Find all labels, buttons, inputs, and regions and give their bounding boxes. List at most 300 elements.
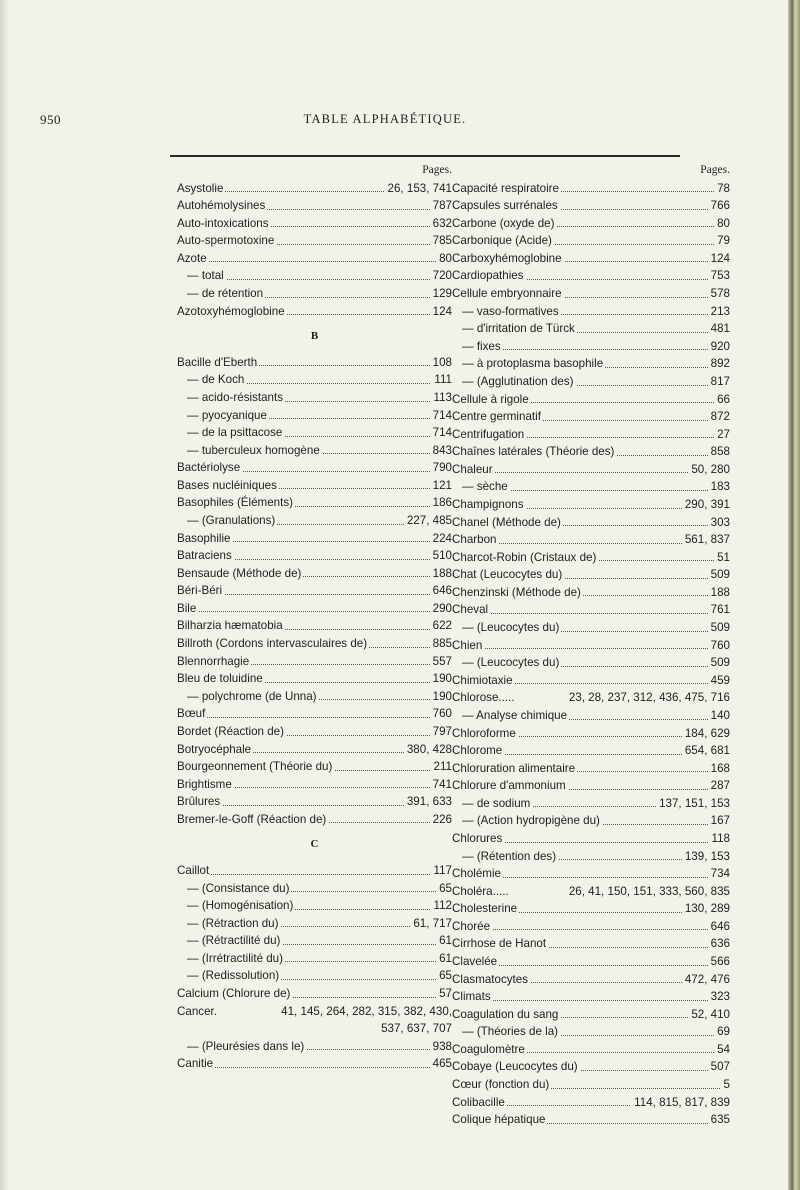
page-reference: 472, 476 [682, 971, 730, 989]
section-letter-b: B [310, 330, 319, 343]
index-term [177, 1022, 179, 1035]
page-reference: 509 [708, 654, 730, 672]
index-term: Botryocéphale [177, 742, 252, 756]
index-term: Bactériolyse [177, 461, 241, 475]
dot-leader [177, 717, 452, 718]
index-entry [177, 1038, 452, 1056]
page-reference: 636 [708, 935, 730, 953]
index-entry [177, 371, 452, 389]
index-term: — fixes [452, 340, 503, 353]
index-term: Chat (Leucocytes du) [452, 568, 563, 582]
page-reference: 557 [430, 653, 452, 671]
page-reference: 226 [430, 811, 452, 829]
page-reference: 481 [708, 320, 730, 338]
index-entry [177, 424, 452, 442]
page-reference: 766 [708, 197, 730, 215]
index-entry [177, 303, 452, 321]
page-reference: 741 [430, 776, 452, 794]
index-entry [452, 338, 730, 356]
header-rule [170, 155, 680, 157]
page-reference: 391, 633 [404, 793, 452, 811]
index-entry [452, 1076, 730, 1094]
page-reference: 52, 410 [688, 1006, 730, 1024]
page-reference: 23, 28, 237, 312, 436, 475, 716 [566, 689, 730, 707]
index-term: Champignons [452, 497, 524, 511]
page-reference: 635 [708, 1111, 730, 1129]
page-reference: 224 [430, 530, 452, 548]
page-reference: 65 [436, 880, 452, 898]
index-entry [177, 600, 452, 618]
index-term: Bleu de toluidine [177, 672, 263, 686]
page-reference: 118 [709, 830, 730, 848]
index-term: Coagulation du sang [452, 1007, 559, 1021]
page-reference: 537, 637, 707 [378, 1020, 452, 1038]
index-entry [452, 303, 730, 321]
index-term: Bremer-le-Goff (Réaction de) [177, 812, 327, 826]
index-term: Charbon [452, 533, 497, 547]
index-term: — vaso-formatives [452, 305, 561, 318]
index-entry [452, 391, 730, 409]
index-term: Chorée [452, 919, 491, 933]
index-term: Cobaye (Leucocytes du) [452, 1060, 578, 1074]
page-reference: 465 [430, 1055, 452, 1073]
index-term: Auto-spermotoxine [177, 234, 275, 248]
index-term: Asystolie [177, 181, 224, 195]
index-term: Carboxyhémoglobine [452, 251, 562, 265]
dot-leader [452, 929, 730, 930]
page-reference: 61 [436, 932, 452, 950]
index-entry [452, 988, 730, 1006]
index-term: Cœur (fonction du) [452, 1078, 550, 1092]
index-term: — à protoplasma basophile [452, 357, 605, 370]
index-term: Chenzinski (Méthode de) [452, 585, 581, 599]
page-reference: 760 [708, 637, 730, 655]
index-term: Bourgeonnement (Théorie du) [177, 760, 333, 774]
index-entry [452, 443, 730, 461]
page-reference: 184, 629 [682, 725, 730, 743]
index-entry [177, 635, 452, 653]
index-term: — d'irritation de Türck [452, 322, 577, 335]
index-entry [177, 793, 452, 811]
index-term: — (Agglutination des) [452, 375, 576, 388]
index-entry [177, 617, 452, 635]
index-term: Billroth (Cordons intervasculaires de) [177, 637, 368, 651]
index-entry [452, 971, 730, 989]
index-entry [177, 267, 452, 285]
index-term: — de rétention [177, 287, 265, 300]
index-entry [177, 723, 452, 741]
page-reference: 80 [714, 215, 730, 233]
page-reference: 720 [430, 267, 452, 285]
index-entry [177, 442, 452, 460]
page-reference: 509 [708, 619, 730, 637]
index-term: Brightisme [177, 777, 232, 791]
index-entry [177, 1055, 452, 1073]
index-term: — de la psittacose [177, 426, 284, 439]
index-entry [452, 1041, 730, 1059]
index-entry [452, 672, 730, 690]
page-reference: 124 [708, 250, 730, 268]
index-term: Bordet (Réaction de) [177, 724, 284, 738]
index-term: — (Irrétractilité du) [177, 952, 285, 965]
index-entry [452, 883, 730, 901]
page-reference: 139, 153 [682, 848, 730, 866]
index-term: Calcium (Chlorure de) [177, 987, 291, 1001]
index-entry [452, 180, 730, 198]
page-reference: 129 [430, 285, 452, 303]
page-reference: 79 [714, 232, 730, 250]
index-term: Cholesterine [452, 902, 518, 916]
index-entry [452, 285, 730, 303]
index-entry [452, 637, 730, 655]
index-entry [452, 1023, 730, 1041]
page-reference: 26, 41, 150, 151, 333, 560, 835 [566, 883, 730, 901]
page-number: 950 [40, 112, 61, 127]
dot-leader [452, 613, 730, 614]
page-reference: 211 [431, 758, 452, 776]
dot-leader [177, 1067, 452, 1068]
index-term: Canitie [177, 1057, 214, 1071]
index-term: — (Pleurésies dans le) [177, 1040, 306, 1053]
index-entry [177, 967, 452, 985]
index-term: Caillot [177, 863, 210, 877]
page-reference: 938 [430, 1038, 452, 1056]
page-reference: 130, 289 [682, 900, 730, 918]
index-term: Chlorose..... [452, 691, 515, 705]
index-entry [177, 477, 452, 495]
index-entry [452, 408, 730, 426]
index-term: Bacille d'Eberth [177, 355, 258, 369]
pages-label: Pages. [422, 164, 452, 176]
index-term: — acido-résistants [177, 391, 285, 404]
page-reference: 714 [430, 424, 452, 442]
index-entry [452, 918, 730, 936]
page-reference: 78 [714, 180, 730, 198]
page-reference: 54 [714, 1041, 730, 1059]
page-reference: 183 [708, 478, 730, 496]
index-column-right [452, 162, 730, 1129]
index-entry [177, 915, 452, 933]
index-term: Cancer. [177, 1004, 217, 1018]
index-entry [177, 670, 452, 688]
index-term: — (Homogénisation) [177, 899, 295, 912]
index-term: Chlorure d'ammonium [452, 779, 566, 793]
index-entry [177, 985, 452, 1003]
index-entry [452, 496, 730, 514]
index-term: — sèche [452, 480, 510, 493]
page-reference: 714 [430, 407, 452, 425]
index-entry [452, 215, 730, 233]
index-term: Batraciens [177, 549, 232, 563]
index-entry [177, 1020, 452, 1038]
page-reference: 843 [430, 442, 452, 460]
page-header [40, 112, 730, 132]
page-reference: 190 [430, 688, 452, 706]
page-reference: 57 [436, 985, 452, 1003]
index-entry [177, 705, 452, 723]
page-reference: 65 [436, 967, 452, 985]
index-entry [452, 900, 730, 918]
index-term: — de Koch [177, 373, 246, 386]
section-letter-c: C [310, 838, 319, 851]
index-term: Chien [452, 638, 483, 652]
index-entry [452, 1006, 730, 1024]
index-entry [452, 689, 730, 707]
page-reference: 858 [708, 443, 730, 461]
page-reference: 124 [430, 303, 452, 321]
index-term: — (Consistance du) [177, 882, 291, 895]
index-entry [177, 215, 452, 233]
index-entry [177, 897, 452, 915]
page-reference: 188 [430, 565, 452, 583]
index-entry [177, 758, 452, 776]
page-reference: 61 [436, 950, 452, 968]
index-entry [452, 830, 730, 848]
index-entry [177, 582, 452, 600]
page-reference: 646 [430, 582, 452, 600]
index-entry [177, 688, 452, 706]
index-entry [452, 373, 730, 391]
index-term: — tuberculeux homogène [177, 444, 322, 457]
index-entry [177, 547, 452, 565]
dot-leader [177, 611, 452, 612]
index-term: Cardiopathies [452, 269, 524, 283]
page-reference: 114, 815, 817, 839 [631, 1094, 730, 1112]
page-reference: 761 [708, 601, 730, 619]
index-entry [452, 355, 730, 373]
index-entry [452, 953, 730, 971]
index-entry [452, 935, 730, 953]
page-reference: 646 [708, 918, 730, 936]
index-entry [177, 1003, 452, 1021]
page-reference: 111 [431, 371, 452, 389]
index-entry [452, 654, 730, 672]
page-reference: 578 [708, 285, 730, 303]
index-entry [177, 741, 452, 759]
index-term: — (Leucocytes du) [452, 656, 561, 669]
pages-label: Pages. [700, 164, 730, 176]
page-reference: 323 [708, 988, 730, 1006]
dot-leader [452, 1000, 730, 1001]
index-entry [452, 725, 730, 743]
page-reference: 734 [708, 865, 730, 883]
index-term: Charcot-Robin (Cristaux de) [452, 550, 597, 564]
index-entry [177, 811, 452, 829]
index-term: Climats [452, 990, 491, 1004]
page-reference: 190 [430, 670, 452, 688]
index-term: Chloruration alimentaire [452, 761, 576, 775]
index-term: Bœuf [177, 707, 206, 721]
index-entry [177, 250, 452, 268]
page-reference: 66 [714, 391, 730, 409]
index-term: — pyocyanique [177, 409, 269, 422]
index-entry [452, 267, 730, 285]
page-reference: 213 [708, 303, 730, 321]
page-reference: 510 [430, 547, 452, 565]
index-term: Cheval [452, 603, 489, 617]
page-reference: 632 [430, 215, 452, 233]
index-entry [177, 407, 452, 425]
page-reference: 380, 428 [404, 741, 452, 759]
index-term: Chaleur [452, 462, 493, 476]
page-gutter-shadow [0, 0, 8, 1190]
index-term: Azotoxyhémoglobine [177, 304, 285, 318]
page-reference: 112 [431, 897, 452, 915]
page-reference: 622 [430, 617, 452, 635]
page-reference: 290, 391 [682, 496, 730, 514]
index-term: Centre germinatif [452, 410, 541, 424]
index-entry [177, 653, 452, 671]
page-reference: 561, 837 [682, 531, 730, 549]
index-group-c [177, 862, 452, 1073]
page-reference: 167 [708, 812, 730, 830]
index-term: Bensaude (Méthode de) [177, 566, 302, 580]
index-entry [177, 950, 452, 968]
index-term: Blennorrhagie [177, 654, 250, 668]
index-term: Coagulomètre [452, 1042, 525, 1056]
page-reference: 108 [430, 354, 452, 372]
page-reference: 186 [430, 494, 452, 512]
index-entry [452, 865, 730, 883]
dot-leader [177, 874, 452, 875]
index-term: Carbonique (Acide) [452, 234, 552, 248]
index-entry [452, 601, 730, 619]
index-entry [452, 619, 730, 637]
index-term: — de sodium [452, 797, 532, 810]
page-reference: 121 [430, 477, 452, 495]
page-reference: 188 [708, 584, 730, 602]
page-reference: 113 [431, 389, 452, 407]
index-entry [452, 848, 730, 866]
index-entry [452, 566, 730, 584]
page-reference: 885 [430, 635, 452, 653]
index-term: Cellule à rigole [452, 392, 529, 406]
index-entry [452, 232, 730, 250]
index-term: Cellule embryonnaire [452, 287, 562, 301]
page-reference: 872 [708, 408, 730, 426]
index-entry [177, 512, 452, 530]
index-entry [452, 531, 730, 549]
index-entry [452, 478, 730, 496]
page-reference: 137, 151, 153 [656, 795, 730, 813]
index-entry [452, 197, 730, 215]
page-reference: 5 [721, 1076, 730, 1094]
index-term: Azote [177, 251, 207, 265]
index-term: — (Redissolution) [177, 969, 281, 982]
page-reference: 566 [708, 953, 730, 971]
index-term: — (Leucocytes du) [452, 621, 561, 634]
index-entry [177, 880, 452, 898]
index-term: Cholémie [452, 867, 501, 881]
running-title: TABLE ALPHABÉTIQUE. [303, 112, 467, 126]
index-group-right [452, 180, 730, 1129]
index-term: — total [177, 269, 226, 282]
page-reference: 892 [708, 355, 730, 373]
index-term: Chanel (Méthode de) [452, 515, 561, 529]
index-term: — Analyse chimique [452, 709, 569, 722]
index-term: — (Granulations) [177, 514, 277, 527]
index-entry [452, 320, 730, 338]
index-entry [452, 760, 730, 778]
index-group-a [177, 180, 452, 321]
index-term: Basophiles (Éléments) [177, 496, 293, 510]
index-term: Capsules surrénales [452, 199, 558, 213]
page-reference: 61, 717 [410, 915, 452, 933]
page-reference: 459 [708, 672, 730, 690]
index-entry [177, 565, 452, 583]
index-term: Bilharzia hæmatobia [177, 619, 283, 633]
index-entry [177, 494, 452, 512]
dot-leader [452, 648, 730, 649]
index-entry [452, 426, 730, 444]
index-term: Chimiotaxie [452, 673, 513, 687]
index-entry [452, 795, 730, 813]
index-entry [177, 932, 452, 950]
index-term: — (Théories de la) [452, 1025, 560, 1038]
index-term: Capacité respiratoire [452, 181, 559, 195]
page-reference: 26, 153, 741 [385, 180, 452, 198]
page-reference: 760 [430, 705, 452, 723]
page-reference: 117 [431, 862, 452, 880]
index-term: Chlorures [452, 831, 503, 845]
index-term: Bile [177, 601, 197, 615]
index-entry [177, 180, 452, 198]
index-entry [177, 862, 452, 880]
page-reference: 920 [708, 338, 730, 356]
page-reference: 69 [714, 1023, 730, 1041]
index-entry [452, 742, 730, 760]
page-reference: 41, 145, 264, 282, 315, 382, 430, [278, 1003, 452, 1021]
page-reference: 287 [708, 777, 730, 795]
index-column-left [177, 162, 452, 1073]
page-reference: 753 [708, 267, 730, 285]
page-reference: 303 [708, 514, 730, 532]
page-reference: 509 [708, 566, 730, 584]
index-entry [177, 285, 452, 303]
index-term: Clavelée [452, 955, 498, 969]
page-reference: 654, 681 [682, 742, 730, 760]
index-entry [452, 812, 730, 830]
page-reference: 790 [430, 459, 452, 477]
index-entry [177, 232, 452, 250]
index-entry [452, 461, 730, 479]
page-reference: 27 [714, 426, 730, 444]
page-reference: 140 [708, 707, 730, 725]
page-reference: 785 [430, 232, 452, 250]
index-term: Centrifugation [452, 427, 525, 441]
page-reference: 787 [430, 197, 452, 215]
index-entry [452, 1058, 730, 1076]
index-group-b [177, 354, 452, 829]
page-reference: 797 [430, 723, 452, 741]
index-entry [452, 250, 730, 268]
index-entry [452, 777, 730, 795]
index-term: Béri-Béri [177, 584, 223, 598]
index-entry [452, 584, 730, 602]
dot-leader [177, 261, 452, 262]
index-term: — (Action hydropigène du) [452, 814, 602, 827]
index-entry [177, 530, 452, 548]
book-edge [788, 0, 800, 1190]
page-reference: 507 [708, 1058, 730, 1076]
index-term: Autohémolysines [177, 199, 266, 213]
index-entry [452, 514, 730, 532]
index-entry [177, 354, 452, 372]
page-reference: 227, 485 [404, 512, 452, 530]
index-term: — (Rétention des) [452, 850, 558, 863]
index-term: Basophilie [177, 531, 231, 545]
index-entry [452, 707, 730, 725]
